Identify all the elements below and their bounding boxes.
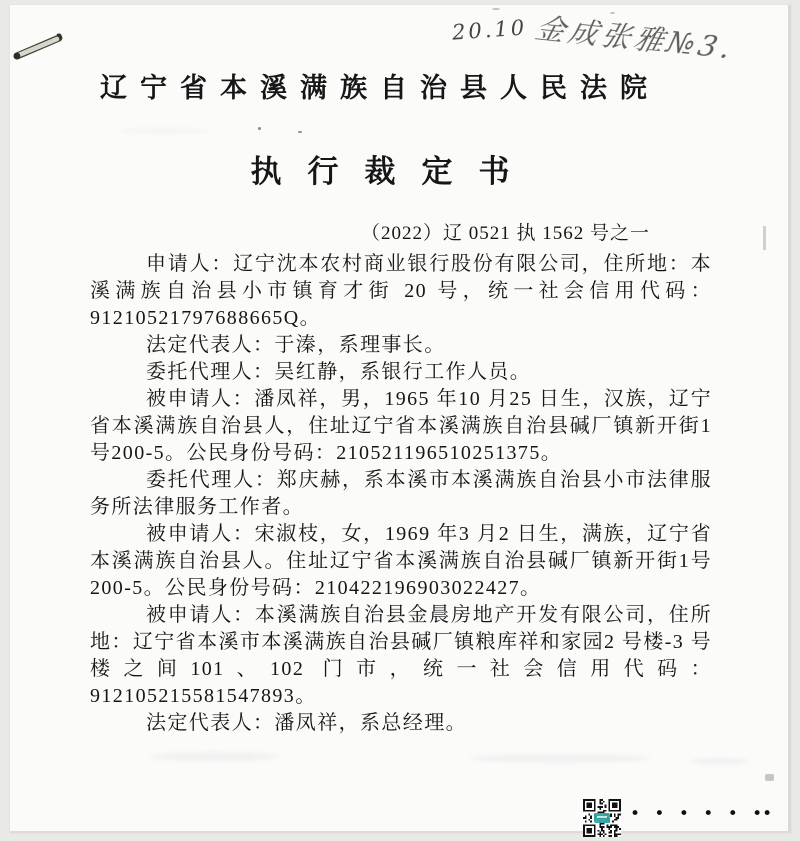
page-footer-dots: • • • • • •• (630, 804, 773, 824)
document-paragraph: 委托代理人：郑庆赫，系本溪市本溪满族自治县小市法律服务所法律服务工作者。 (90, 469, 712, 518)
scan-artifact (765, 774, 774, 781)
scan-smudge (470, 754, 650, 763)
scan-smudge (150, 752, 280, 761)
handwritten-date: 20.10 (451, 15, 528, 45)
document-title: 执行裁定书 (250, 154, 536, 189)
handwritten-signature-note: 金成张雅№3. (532, 10, 739, 66)
document-paragraph: 被申请人：潘凤祥，男，1965 年10 月25 日生，汉族，辽宁省本溪满族自治县人，住址辽宁省本溪满族自治县碱厂镇新开街1号200-5。公民身份号码：210521196510251375。 (90, 388, 712, 464)
document-paragraph: 被申请人：宋淑枝，女，1969 年3 月2 日生，满族，辽宁省本溪满族自治县人。住址辽宁省本溪满族自治县碱厂镇新开街1号200-5。公民身份号码：210422196903022427。 (90, 523, 712, 599)
scan-speck (492, 8, 500, 10)
document-body (90, 251, 712, 737)
document-paragraph: 法定代表人：于溱，系理事长。 (146, 334, 446, 356)
document-paragraph: 被申请人：本溪满族自治县金晨房地产开发有限公司，住所地：辽宁省本溪市本溪满族自治县碱厂镇粮库祥和家园2 号楼-3 号楼之间101、102 门市，统一社会信用代码：912105215581547893。 (90, 604, 712, 707)
qr-center-logo (594, 813, 610, 823)
court-name-heading: 辽宁省本溪满族自治县人民法院 (100, 73, 660, 103)
document-paragraph: 委托代理人：吴红静，系银行工作人员。 (146, 361, 532, 383)
scan-smudge (120, 128, 210, 134)
scan-artifact (763, 226, 766, 250)
pen-stroke-icon (12, 30, 67, 69)
case-number: （2022）辽 0521 执 1562 号之一 (360, 223, 650, 244)
document-paragraph: 法定代表人：潘凤祥，系总经理。 (146, 712, 467, 734)
document-paragraph: 申请人：辽宁沈本农村商业银行股份有限公司，住所地：本溪满族自治县小市镇育才街 20 号，统一社会信用代码：91210521797688665Q。 (90, 253, 712, 329)
scan-speck (298, 131, 302, 133)
scan-speck (258, 127, 261, 130)
qr-code (583, 799, 621, 837)
scan-smudge (690, 758, 750, 765)
